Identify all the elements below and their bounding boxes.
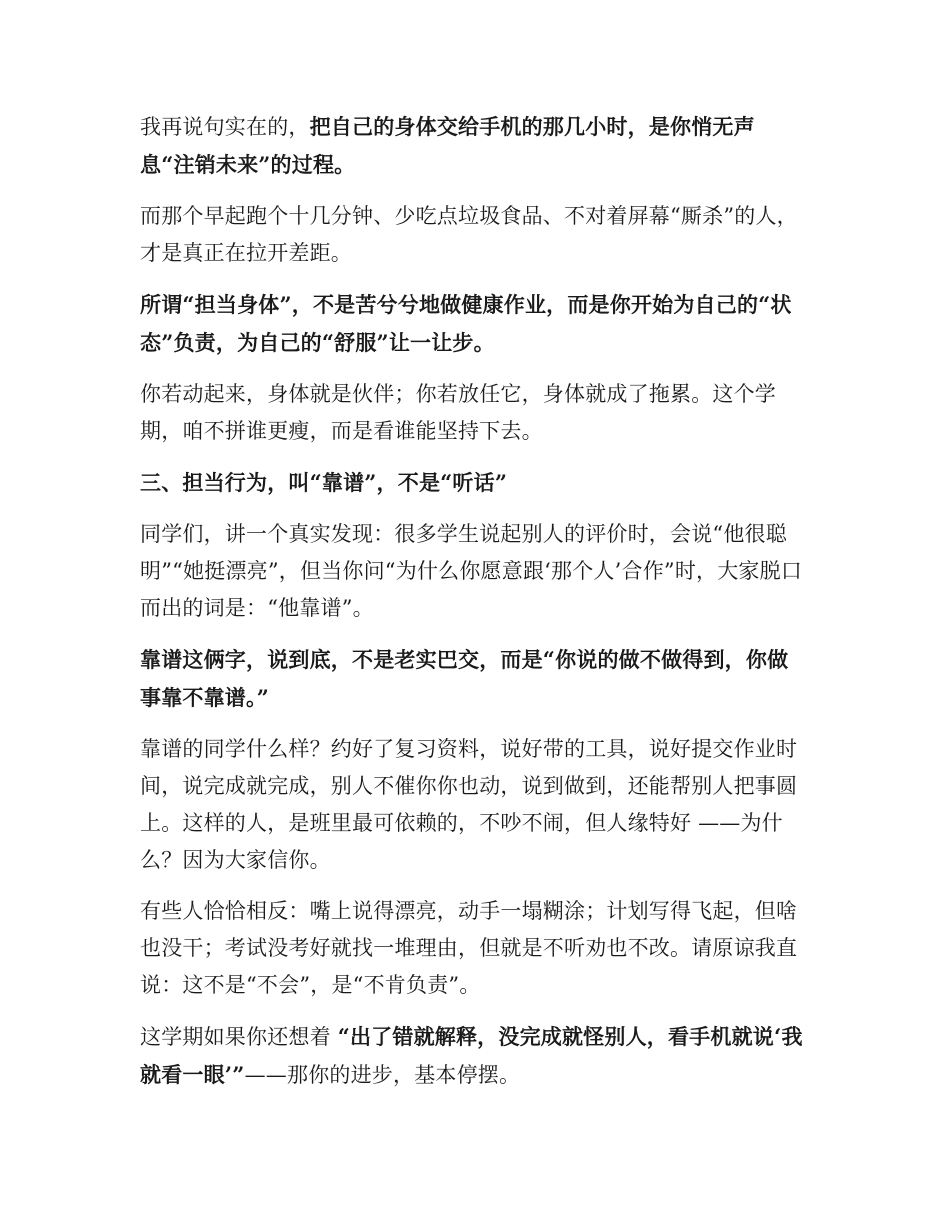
paragraph-9 (140, 893, 808, 1004)
bold-text-segment: “出了错就解释，没完成就怪别人，看手机就说‘我就看一眼’” (140, 1024, 803, 1087)
text-segment: ——那你的进步，基本停摆。 (244, 1063, 521, 1087)
text-segment: 这学期如果你还想着 (140, 1025, 338, 1049)
text-segment: 而那个早起跑个十几分钟、少吃点垃圾食品、不对着屏幕“厮杀”的人，才是真正在拉开差距。 (140, 204, 798, 265)
paragraph-4 (140, 376, 808, 450)
paragraph-1 (140, 108, 808, 184)
paragraph-2 (140, 198, 808, 272)
paragraph-8 (140, 731, 808, 879)
bold-text-segment: 把自己的身体交给手机的那几小时，是你悄无声息“注销未来”的过程。 (140, 114, 755, 177)
section-heading (140, 464, 808, 502)
text-segment: 我再说句实在的， (140, 115, 310, 139)
heading-text: 三、担当行为，叫“靠谱”，不是“听话” (140, 470, 508, 495)
document-page (140, 108, 808, 1108)
paragraph-6 (140, 516, 808, 627)
bold-text-segment: 所谓“担当身体”，不是苦兮兮地做健康作业，而是你开始为自己的“状态”负责，为自己的“舒服”让一让步。 (140, 292, 792, 355)
bold-text-segment: 靠谱这俩字，说到底，不是老实巴交，而是“你说的做不做得到，你做事靠不靠谱。” (140, 647, 789, 710)
text-segment: 你若动起来，身体就是伙伴；你若放任它，身体就成了拖累。这个学期，咱不拼谁更瘦，而是看谁能坚持下去。 (140, 382, 776, 443)
paragraph-7 (140, 641, 808, 717)
paragraph-3 (140, 286, 808, 362)
text-segment: 靠谱的同学什么样？约好了复习资料，说好带的工具，说好提交作业时间，说完成就完成，别人不催你你也动，说到做到，还能帮别人把事圆上。这样的人，是班里最可依赖的，不吵不闹，但人缘特好 ——为什么？因为大家信你。 (140, 737, 798, 872)
text-segment: 同学们，讲一个真实发现：很多学生说起别人的评价时，会说“他很聪明”“她挺漂亮”，但当你问“为什么你愿意跟‘那个人’合作”时，大家脱口而出的词是：“他靠谱”。 (140, 522, 803, 620)
paragraph-10 (140, 1018, 808, 1094)
text-segment: 有些人恰恰相反：嘴上说得漂亮，动手一塌糊涂；计划写得飞起，但啥也没干；考试没考好就找一堆理由，但就是不听劝也不改。请原谅我直说：这不是“不会”，是“不肯负责”。 (140, 899, 798, 997)
